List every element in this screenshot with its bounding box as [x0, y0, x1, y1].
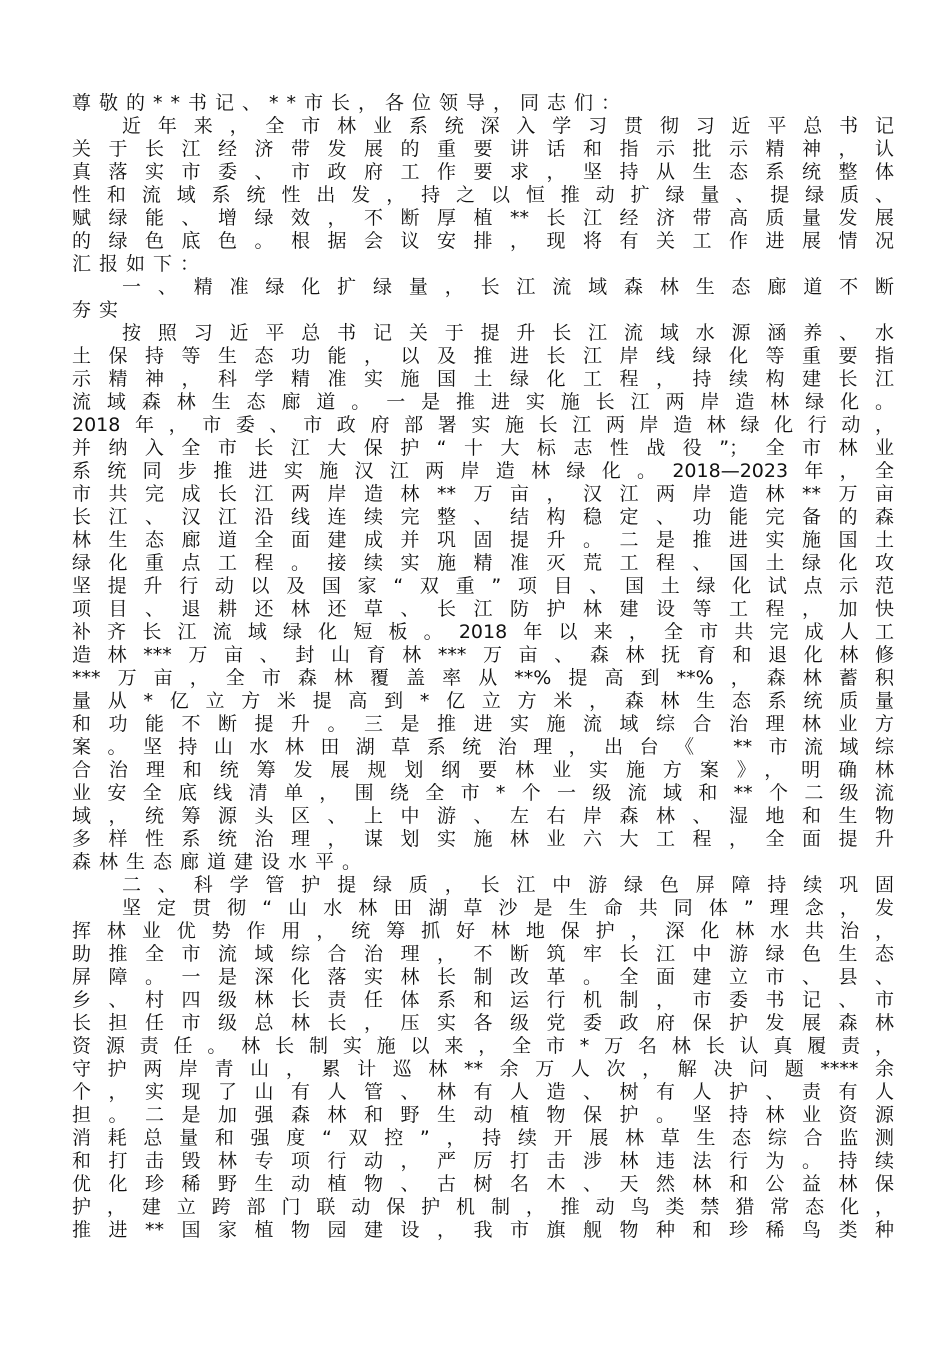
paragraph-line: 真落实市委、市政府工作要求，坚持从生态系统整体 [72, 161, 894, 183]
section-heading-1: 一、精准绿化扩绿量，长江流域森林生态廊道不断 [122, 276, 894, 298]
paragraph-line: 市共完成长江两岸造林**万亩，汉江两岸造林**万亩 [72, 483, 894, 505]
paragraph-line: 森林生态廊道建设水平。 [72, 851, 370, 873]
paragraph-line: 资源责任。林长制实施以来，全市*万名林长认真履责， [72, 1035, 894, 1057]
paragraph-line: 项目、退耕还林还草、长江防护林建设等工程，加快 [72, 598, 894, 620]
paragraph-line: 示精神，科学精准实施国土绿化工程，持续构建长江 [72, 368, 894, 390]
paragraph-line: 关于长江经济带发展的重要讲话和指示批示精神，认 [72, 138, 894, 160]
paragraph-line: 多样性系统治理，谋划实施林业六大工程，全面提升 [72, 828, 894, 850]
paragraph-line: 护，建立跨部门联动保护机制，推动鸟类禁猎常态化， [72, 1196, 894, 1218]
paragraph-line: 担。二是加强森林和野生动植物保护。坚持林业资源 [72, 1104, 894, 1126]
paragraph-line: 屏障。一是深化落实林长制改革。全面建立市、县、 [72, 966, 894, 988]
paragraph-line: 案。坚持山水林田湖草系统治理，出台《 **市流域综 [72, 736, 894, 758]
paragraph-line: 坚提升行动以及国家“双重”项目、国土绿化试点示范 [72, 575, 894, 597]
paragraph-line: 近年来，全市林业系统深入学习贯彻习近平总书记 [122, 115, 894, 137]
paragraph-line: 性和流域系统性出发，持之以恒推动扩绿量、提绿质、 [72, 184, 894, 206]
paragraph-line: 乡、村四级林长责任体系和运行机制，市委书记、市 [72, 989, 894, 1011]
paragraph-line: 并纳入全市长江大保护“十大标志性战役”；全市林业 [72, 437, 894, 459]
paragraph-line: 和打击毁林专项行动，严厉打击涉林违法行为。持续 [72, 1150, 894, 1172]
section-heading-2: 二、科学管护提绿质，长江中游绿色屏障持续巩固 [122, 874, 894, 896]
paragraph-line: 域，统筹源头区、上中游、左右岸森林、湿地和生物 [72, 805, 894, 827]
section-heading-1-cont: 夯实 [72, 299, 127, 321]
paragraph-line: 2018年，市委、市政府部署实施长江两岸造林绿化行动， [72, 414, 894, 436]
paragraph-line: 汇报如下： [72, 253, 208, 275]
paragraph-line: 消耗总量和强度“双控”，持续开展林草生态综合监测 [72, 1127, 894, 1149]
paragraph-line: 赋绿能、增绿效，不断厚植**长江经济带高质量发展 [72, 207, 894, 229]
document-body [72, 92, 894, 1242]
paragraph-line: 补齐长江流域绿化短板。2018年以来，全市共完成人工 [72, 621, 894, 643]
paragraph-line: 流域森林生态廊道。一是推进实施长江两岸造林绿化。 [72, 391, 894, 413]
paragraph-line: 挥林业优势作用，统筹抓好林地保护，深化林水共治， [72, 920, 894, 942]
paragraph-line: 造林***万亩、封山育林***万亩、森林抚育和退化林修 [72, 644, 894, 666]
paragraph-line: 守护两岸青山，累计巡林**余万人次，解决问题****余 [72, 1058, 894, 1080]
salutation: 尊敬的**书记、**市长，各位领导，同志们： [72, 92, 629, 114]
paragraph-line: ***万亩，全市森林覆盖率从**%提高到**%，森林蓄积 [72, 667, 894, 689]
paragraph-line: 推进**国家植物园建设，我市旗舰物种和珍稀鸟类种 [72, 1219, 894, 1241]
paragraph-line: 助推全市流域综合治理，不断筑牢长江中游绿色生态 [72, 943, 894, 965]
paragraph-line: 和功能不断提升。三是推进实施流域综合治理林业方 [72, 713, 894, 735]
paragraph-line: 长担任市级总林长，压实各级党委政府保护发展森林 [72, 1012, 894, 1034]
paragraph-line: 合治理和统筹发展规划纲要林业实施方案》，明确林 [72, 759, 894, 781]
paragraph-line: 量从*亿立方米提高到*亿立方米，森林生态系统质量 [72, 690, 894, 712]
paragraph-line: 系统同步推进实施汉江两岸造林绿化。2018—2023年，全 [72, 460, 894, 482]
paragraph-line: 个，实现了山有人管、林有人造、树有人护、责有人 [72, 1081, 894, 1103]
paragraph-line: 的绿色底色。根据会议安排，现将有关工作进展情况 [72, 230, 894, 252]
paragraph-line: 林生态廊道全面建成并巩固提升。二是推进实施国土 [72, 529, 894, 551]
paragraph-line: 绿化重点工程。接续实施精准灭荒工程、国土绿化攻 [72, 552, 894, 574]
paragraph-line: 业安全底线清单，围绕全市*个一级流域和**个二级流 [72, 782, 894, 804]
paragraph-line: 优化珍稀野生动植物、古树名木、天然林和公益林保 [72, 1173, 894, 1195]
paragraph-line: 长江、汉江沿线连续完整、结构稳定、功能完备的森 [72, 506, 894, 528]
paragraph-line: 坚定贯彻“山水林田湖草沙是生命共同体”理念，发 [122, 897, 894, 919]
paragraph-line: 土保持等生态功能，以及推进长江岸线绿化等重要指 [72, 345, 894, 367]
paragraph-line: 按照习近平总书记关于提升长江流域水源涵养、水 [122, 322, 894, 344]
